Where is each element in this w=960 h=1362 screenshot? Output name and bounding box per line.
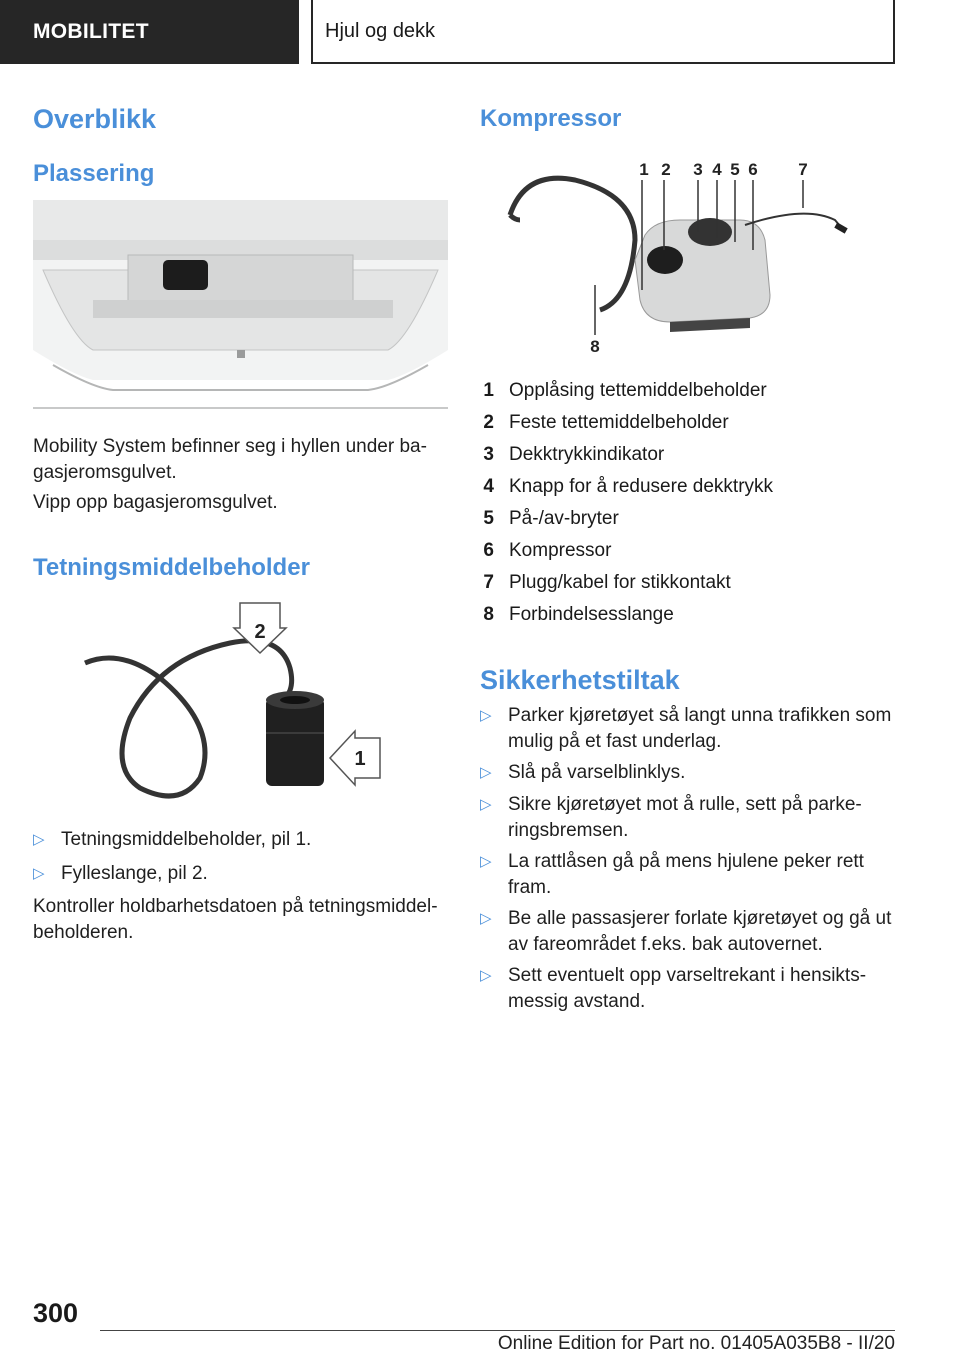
item-number: 5 xyxy=(483,508,494,529)
safety-bullet xyxy=(480,963,900,1015)
location-heading: Plassering xyxy=(33,160,155,187)
bullet-triangle-icon: ▷ xyxy=(33,865,45,882)
safety-heading: Sikkerhetstiltak xyxy=(480,665,680,695)
callout-6: 6 xyxy=(748,160,758,179)
safety-bullet-text: Slå på varselblinklys. xyxy=(508,762,686,783)
compressor-item xyxy=(480,504,900,534)
chapter-title: Hjul og dekk xyxy=(311,0,895,64)
compressor-item xyxy=(480,408,900,438)
arrow-2-label: 2 xyxy=(254,621,266,643)
item-number: 1 xyxy=(483,380,494,401)
callout-1: 1 xyxy=(639,160,649,179)
bullet-triangle-icon: ▷ xyxy=(480,707,492,724)
safety-bullet xyxy=(480,760,900,786)
sealant-bullet-text: Tetningsmiddelbeholder, pil 1. xyxy=(61,829,312,850)
item-number: 4 xyxy=(483,476,494,497)
sealant-bullet-text: Fylleslange, pil 2. xyxy=(61,863,208,884)
safety-bullet-text: Parker kjøretøyet så langt unna trafikken som mulig på et fast underlag. xyxy=(508,705,892,752)
item-label: Knapp for å redusere dekktrykk xyxy=(509,476,774,497)
safety-bullet xyxy=(480,906,900,958)
item-label: Kompressor xyxy=(509,540,612,561)
location-text-1: Mobility System befinner seg i hyllen under ba- gasjeromsgulvet. xyxy=(33,436,427,483)
item-label: Opplåsing tettemiddelbeholder xyxy=(509,380,767,401)
item-label: Dekktrykkindikator xyxy=(509,444,665,465)
compressor-item xyxy=(480,472,900,502)
callout-5: 5 xyxy=(730,160,740,179)
item-number: 7 xyxy=(483,572,494,593)
sealant-bullet xyxy=(33,827,453,853)
item-number: 3 xyxy=(483,444,494,465)
item-label: Forbindelsesslange xyxy=(509,604,674,625)
safety-bullet-text: Sett eventuelt opp varseltrekant i hensikts- messig avstand. xyxy=(508,965,867,1012)
callout-4: 4 xyxy=(712,160,722,179)
item-label: På-/av-bryter xyxy=(509,508,619,529)
callout-7: 7 xyxy=(798,160,808,179)
location-text-2: Vipp opp bagasjeromsgulvet. xyxy=(33,492,278,513)
footer-divider xyxy=(100,1330,895,1331)
arrow-1-label: 1 xyxy=(354,748,366,770)
compressor-item xyxy=(480,440,900,470)
safety-bullet-text: Be alle passasjerer forlate kjøretøyet og gå ut av fareområdet f.eks. bak autovernet. xyxy=(508,908,892,955)
item-number: 2 xyxy=(483,412,494,433)
sealant-bullet xyxy=(33,861,453,887)
footer-edition: Online Edition for Part no. 01405A035B8 - II/20 xyxy=(497,1333,895,1354)
bullet-triangle-icon: ▷ xyxy=(480,967,492,984)
callout-2: 2 xyxy=(661,160,671,179)
sealant-container-figure xyxy=(80,598,390,810)
safety-bullet xyxy=(480,792,900,844)
bullet-triangle-icon: ▷ xyxy=(33,831,45,848)
callout-8: 8 xyxy=(590,337,600,356)
item-number: 6 xyxy=(483,540,494,561)
bullet-triangle-icon: ▷ xyxy=(480,764,492,781)
compressor-item xyxy=(480,568,900,598)
safety-bullet-text: La rattlåsen gå på mens hjulene peker rett fram. xyxy=(508,851,864,898)
callout-3: 3 xyxy=(693,160,703,179)
safety-bullet-text: Sikre kjøretøyet mot å rulle, sett på parke- ringsbremsen. xyxy=(508,794,862,841)
compressor-item xyxy=(480,600,900,630)
item-label: Feste tettemiddelbeholder xyxy=(509,412,729,433)
trunk-photo xyxy=(33,200,448,410)
compressor-item xyxy=(480,376,900,406)
page-title: Overblikk xyxy=(33,104,157,134)
compressor-heading: Kompressor xyxy=(480,105,622,132)
page-number: 300 xyxy=(33,1298,79,1328)
bullet-triangle-icon: ▷ xyxy=(480,910,492,927)
bullet-triangle-icon: ▷ xyxy=(480,853,492,870)
item-label: Plugg/kabel for stikkontakt xyxy=(509,572,731,593)
section-tab: MOBILITET xyxy=(0,0,299,64)
item-number: 8 xyxy=(483,604,494,625)
bullet-triangle-icon: ▷ xyxy=(480,796,492,813)
sealant-heading: Tetningsmiddelbeholder xyxy=(33,554,310,581)
compressor-figure xyxy=(505,150,855,360)
compressor-item xyxy=(480,536,900,566)
safety-bullet xyxy=(480,703,900,755)
sealant-text: Kontroller holdbarhetsdatoen på tetningsmiddel- beholderen. xyxy=(33,896,438,943)
safety-bullet xyxy=(480,849,900,901)
